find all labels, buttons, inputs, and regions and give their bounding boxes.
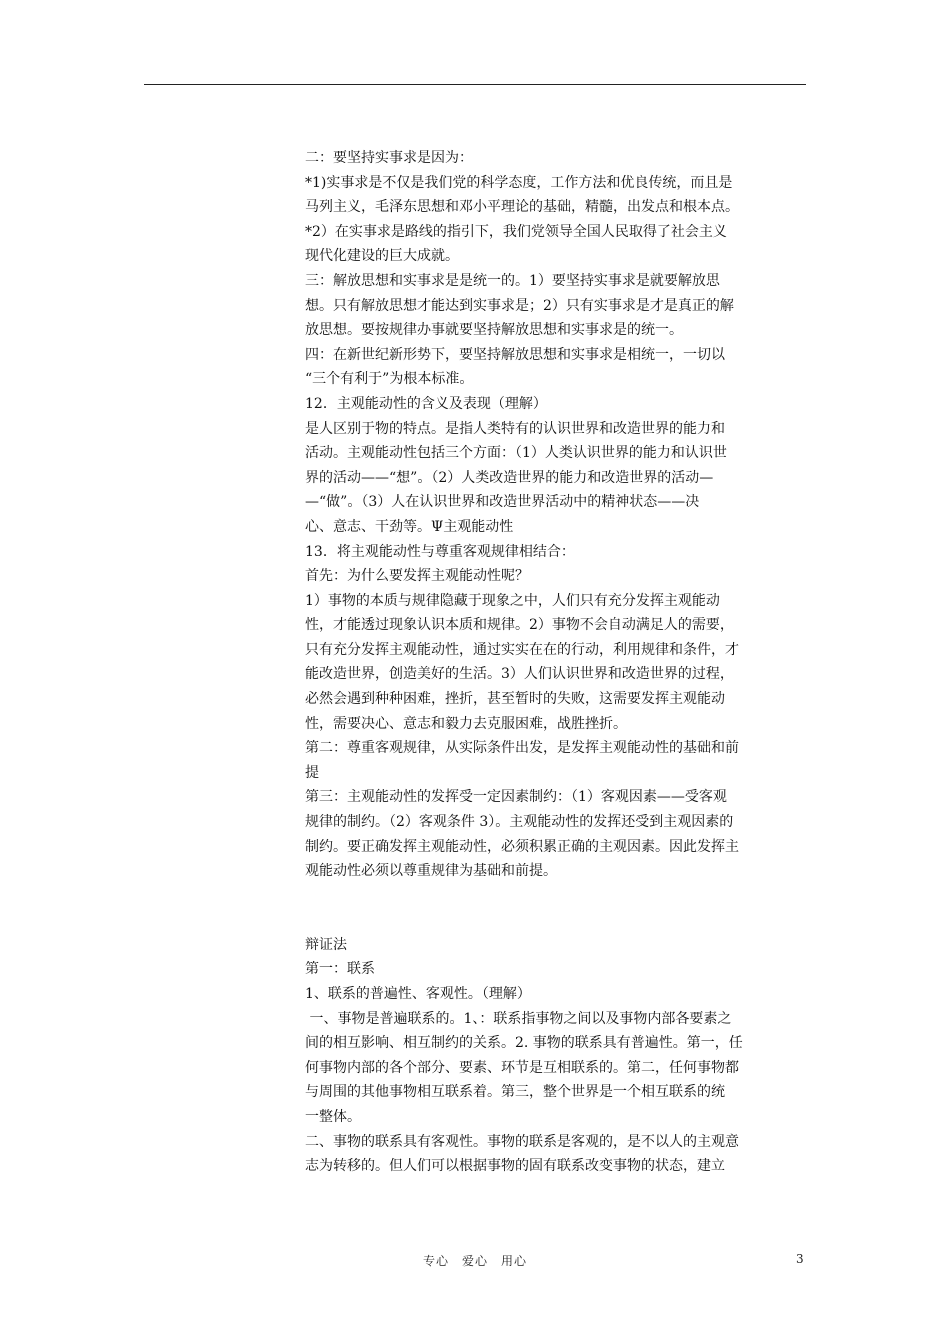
text-line: 1）事物的本质与规律隐藏于现象之中，人们只有充分发挥主观能动: [305, 592, 720, 609]
text-line: 一整体。: [305, 1108, 361, 1125]
section-heading: 13．将主观能动性与尊重客观规律相结合：: [305, 543, 575, 560]
page-number: 3: [796, 1252, 804, 1266]
text-line: 观能动性必须以尊重规律为基础和前提。: [305, 863, 557, 880]
text-line: 活动。主观能动性包括三个方面：（1）人类认识世界的能力和认识世: [305, 445, 727, 462]
footer-slogan: 专心 爱心 用心: [422, 1254, 527, 1268]
text-line: 性，需要决心、意志和毅力去克服困难，战胜挫折。: [305, 715, 627, 732]
section-heading: 12．主观能动性的含义及表现（理解）: [305, 395, 547, 412]
section-heading: 第一：联系: [305, 961, 375, 978]
document-block-2: [305, 933, 805, 1179]
text-line: 四：在新世纪新形势下，要坚持解放思想和实事求是相统一，一切以: [305, 346, 725, 363]
header-rule: [144, 84, 806, 85]
text-line: 间的相互影响、相互制约的关系。2. 事物的联系具有普遍性。第一，任: [305, 1035, 743, 1052]
text-line: 是人区别于物的特点。是指人类特有的认识世界和改造世界的能力和: [305, 420, 725, 437]
text-line: 志为转移的。但人们可以根据事物的固有联系改变事物的状态，建立: [305, 1158, 725, 1175]
text-line: *2）在实事求是路线的指引下，我们党领导全国人民取得了社会主义: [305, 223, 727, 240]
text-line: 性，才能透过现象认识本质和规律。2）事物不会自动满足人的需要，: [305, 617, 734, 634]
document-body: [305, 146, 805, 1179]
text-line: 马列主义，毛泽东思想和邓小平理论的基础，精髓，出发点和根本点。: [305, 199, 739, 216]
text-line: 放思想。要按规律办事就要坚持解放思想和实事求是的统一。: [305, 322, 683, 339]
text-line: 何事物内部的各个部分、要素、环节是互相联系的。第二，任何事物都: [305, 1059, 739, 1076]
paragraph-gap: [305, 884, 805, 933]
text-line: 一、事物是普遍联系的。1、：联系指事物之间以及事物内部各要素之: [305, 1010, 732, 1027]
text-line: 界的活动——“想”。（2）人类改造世界的能力和改造世界的活动—: [305, 469, 714, 486]
text-line: 必然会遇到种种困难，挫折，甚至暂时的失败，这需要发挥主观能动: [305, 691, 725, 708]
text-line: *1)实事求是不仅是我们党的科学态度，工作方法和优良传统，而且是: [305, 174, 733, 191]
section-heading: 辩证法: [305, 936, 347, 953]
document-block-1: [305, 146, 805, 884]
section-heading: 1、联系的普遍性、客观性。（理解）: [305, 986, 531, 1002]
text-line: 现代化建设的巨大成就。: [305, 248, 459, 265]
text-line: —“做”。（3）人在认识世界和改造世界活动中的精神状态——决: [305, 494, 700, 511]
text-line: 二：要坚持实事求是因为：: [305, 150, 473, 166]
text-line: 二、事物的联系具有客观性。事物的联系是客观的，是不以人的主观意: [305, 1133, 739, 1150]
text-line: 与周围的其他事物相互联系着。第三，整个世界是一个相互联系的统: [305, 1084, 725, 1101]
text-line: 第二：尊重客观规律，从实际条件出发，是发挥主观能动性的基础和前: [305, 740, 739, 757]
text-line: 规律的制约。（2）客观条件 3）。主观能动性的发挥还受到主观因素的: [305, 814, 734, 831]
text-line: 只有充分发挥主观能动性，通过实实在在的行动，利用规律和条件，才: [305, 641, 739, 658]
text-line: 能改造世界，创造美好的生活。3）人们认识世界和改造世界的过程，: [305, 666, 734, 683]
text-line: 想。只有解放思想才能达到实事求是；2）只有实事求是才是真正的解: [305, 297, 734, 314]
text-line: 第三：主观能动性的发挥受一定因素制约：（1）客观因素——受客观: [305, 789, 727, 806]
text-line: 三：解放思想和实事求是是统一的。1）要坚持实事求是就要解放思: [305, 272, 720, 289]
text-line: 制约。要正确发挥主观能动性，必须积累正确的主观因素。因此发挥主: [305, 838, 739, 855]
text-line: “三个有利于”为根本标准。: [305, 371, 474, 388]
text-line: 提: [305, 764, 319, 781]
text-line: 首先：为什么要发挥主观能动性呢？: [305, 568, 529, 585]
text-line: 心、意志、干劲等。Ψ主观能动性: [305, 518, 514, 535]
